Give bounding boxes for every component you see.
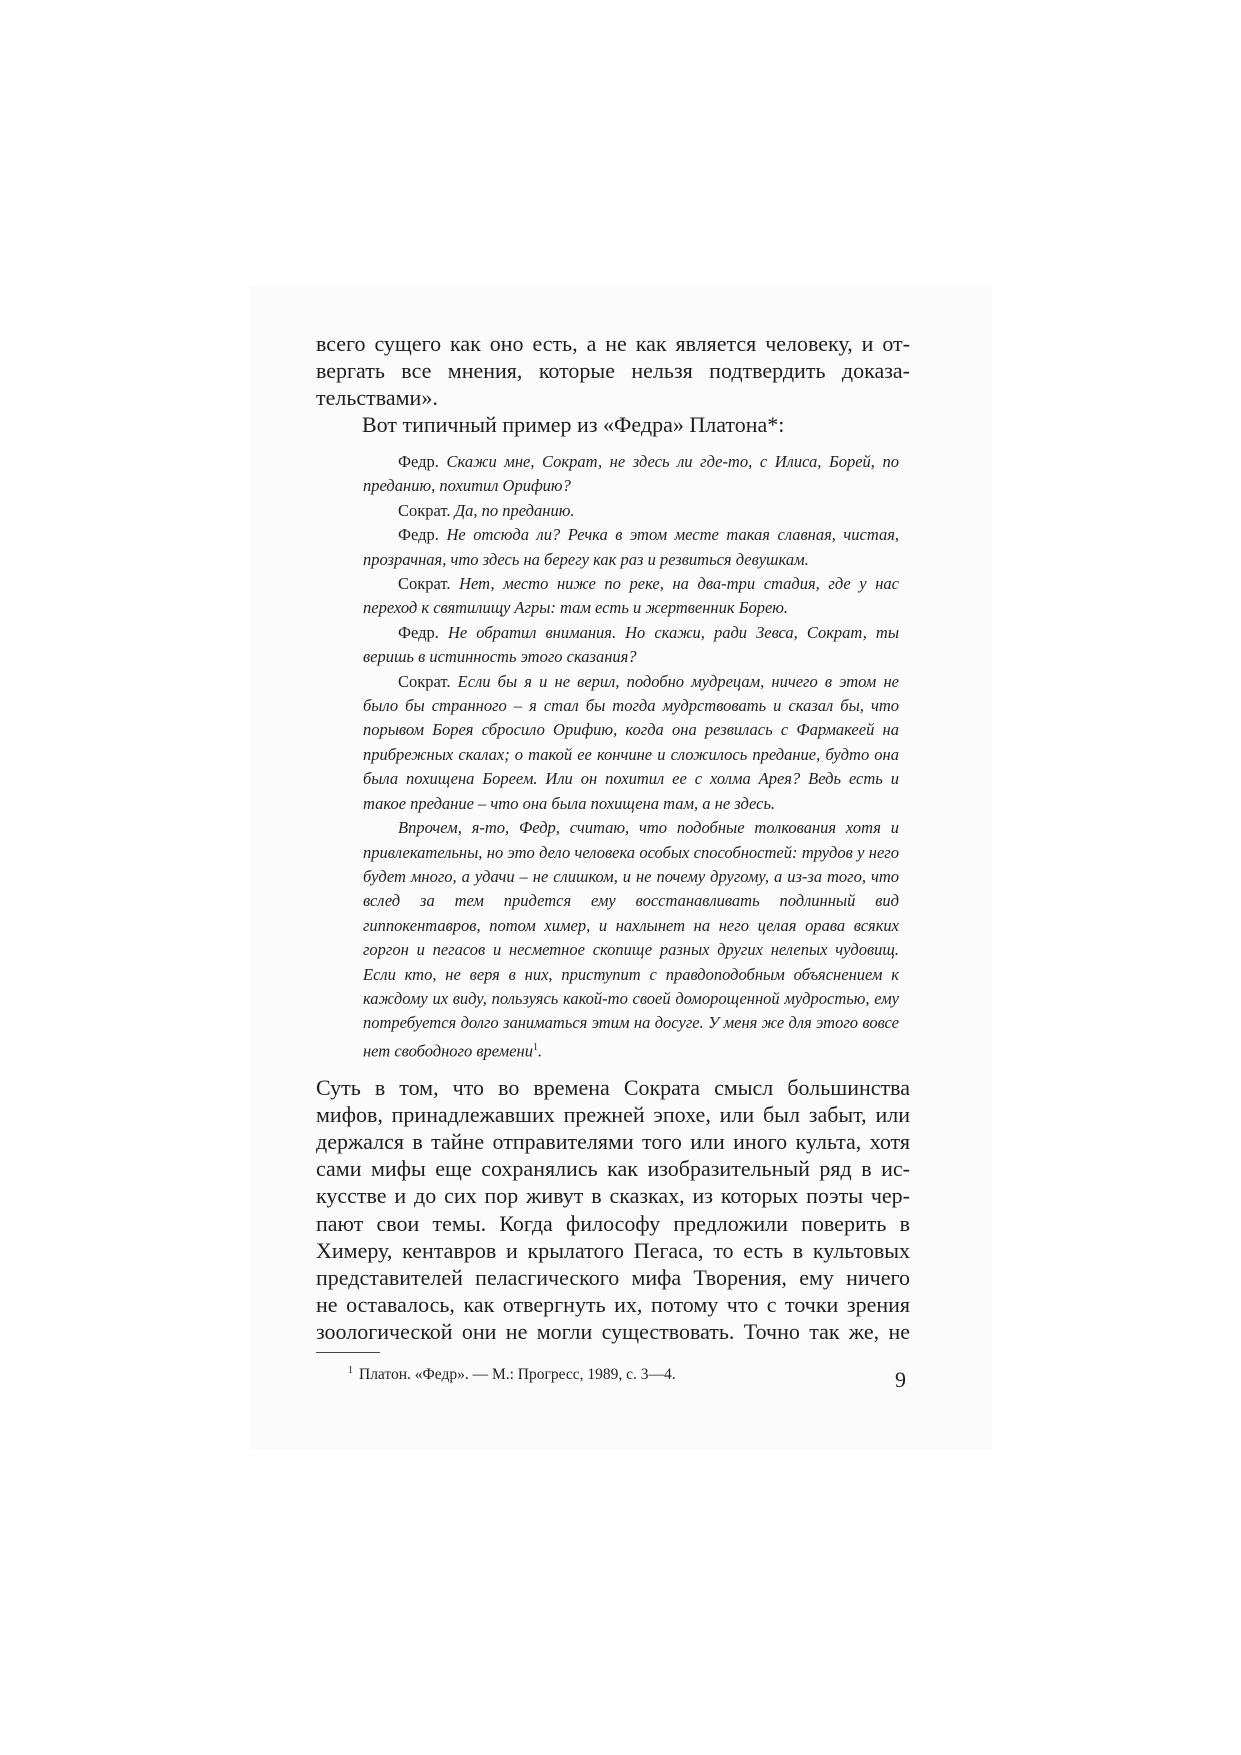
footnote-reference: 1 xyxy=(532,1041,538,1053)
lead-line: вергать все мнения, которые нельзя подтвердить доказа- xyxy=(316,358,910,383)
lead-line: тельствами». xyxy=(316,385,438,410)
footnote-text: Платон. «Федр». — М.: Прогресс, 1989, с. 3—4. xyxy=(359,1365,676,1383)
footnote-divider xyxy=(316,1352,380,1353)
main-line: сами мифы еще сохранялись как изобразительный ряд в ис- xyxy=(316,1156,910,1182)
speech-text: Если бы я и не верил, подобно мудрецам, ничего в этом не было бы странного – я стал бы тогда мудрствовать и сказал бы, что порывом Борея сбросило Орифию, когда она резвилась с Фармакеей на прибрежных скалах; о такой ее кончине и сложилось предание, будто она была похищена Бореем. Или он похитил ее с холма Арея? Ведь есть и такое предание – что она была похищена там, а не здесь. xyxy=(363,671,899,813)
speech-text: Нет, место ниже по реке, на два-три стадия, где у нас переход к святилищу Агры: там есть и жертвенник Борею. xyxy=(363,574,899,618)
dialogue-line xyxy=(363,499,899,523)
main-line: Химеру, кентавров и крылатого Пегаса, то есть в культовых xyxy=(316,1237,910,1263)
main-line: Суть в том, что во времена Сократа смысл большинства xyxy=(316,1074,910,1100)
speech-text: Да, по преданию. xyxy=(454,500,575,520)
main-line: пают свои темы. Когда философу предложили поверить в xyxy=(316,1210,910,1236)
main-line: держался в тайне отправителями того или иного культа, хотя xyxy=(316,1129,910,1155)
speech-text: Не обратил внимания. Но скажи, ради Зевса, Сократ, ты веришь в истинность этого сказания? xyxy=(363,622,900,667)
main-paragraph xyxy=(316,1074,910,1346)
main-line: мифов, принадлежавших прежней эпохе, или был забыт, или xyxy=(316,1101,910,1127)
dialogue-line xyxy=(363,621,899,670)
speaker-name: Федр. xyxy=(398,525,439,545)
dialogue-line xyxy=(363,450,899,499)
dialogue-line xyxy=(363,670,899,816)
main-line: кусстве и до сих пор живут в сказках, из которых поэты чер- xyxy=(316,1183,910,1209)
intro-paragraph: Вот типичный пример из «Федра» Платона*: xyxy=(362,412,785,437)
dialogue-line xyxy=(363,523,899,572)
lead-line: всего сущего как оно есть, а не как является человеку, и от- xyxy=(316,331,910,356)
main-line: представителей пеласгического мифа Творения, ему ничего xyxy=(316,1265,910,1291)
speaker-name: Федр. xyxy=(398,452,439,471)
speaker-name: Сократ. xyxy=(398,500,451,520)
continuation-text: Впрочем, я-то, Федр, считаю, что подобные толкования хотя и привлекательны, но это дело человека особых способностей: трудов у него будет много, а удачи – не слишком, и не почему другому, а из-за того, что вслед за тем придется ему восстанавливать подлинный вид гиппокентавров, потом химер, и нахлынет на него целая орава всяких горгон и пегасов и несметное скопище разных других нелепых чудовищ. Если кто, не веря в них, приступит с правдоподобным объяснением к каждому их виду, пользуясь какой-то своей доморощенной мудростью, ему потребуется долго заниматься этим на досуге. У меня же для этого вовсе нет свободного времени xyxy=(363,818,899,1061)
speaker-name: Сократ. xyxy=(398,671,451,691)
speaker-name: Сократ. xyxy=(398,574,451,594)
footnote xyxy=(316,1360,910,1386)
footnote-marker: 1 xyxy=(348,1364,353,1376)
page-text xyxy=(316,330,910,1386)
dialogue-line xyxy=(363,572,899,621)
main-line: зоологической они не могли существовать. Точно так же, не xyxy=(316,1319,910,1345)
page-number: 9 xyxy=(895,1367,906,1392)
main-line: не оставалось, как отвергнуть их, потому что с точки зрения xyxy=(316,1292,910,1318)
speech-text: Не отсюда ли? Речка в этом месте такая славная, чистая, прозрачная, что здесь на берегу как раз и резвиться девушкам. xyxy=(363,525,899,569)
speech-text: Скажи мне, Сократ, не здесь ли где-то, с Илиса, Борей, по преданию, похитил Орифию? xyxy=(363,452,900,496)
lead-paragraph xyxy=(316,330,910,411)
dialogue-quote xyxy=(363,450,899,1064)
dialogue-continuation: Впрочем, я-то, Федр, считаю, что подобные толкования хотя и привлекательны, но это дело человека особых способностей: трудов у него будет много, а удачи – не слишком, и не почему другому, а из-за того, что вслед за тем придется ему восстанавливать подлинный вид гиппокентавров, потом химер, и нахлынет на него целая орава всяких горгон и пегасов и несметное скопище разных других нелепых чудовищ. Если кто, не веря в них, приступит с правдоподобным объяснением к каждому их виду, пользуясь какой-то своей доморощенной мудростью, ему потребуется долго заниматься этим на досуге. У меня же для этого вовсе нет свободного времени$^1$. xyxy=(363,818,899,1061)
speaker-name: Федр. xyxy=(398,622,439,642)
